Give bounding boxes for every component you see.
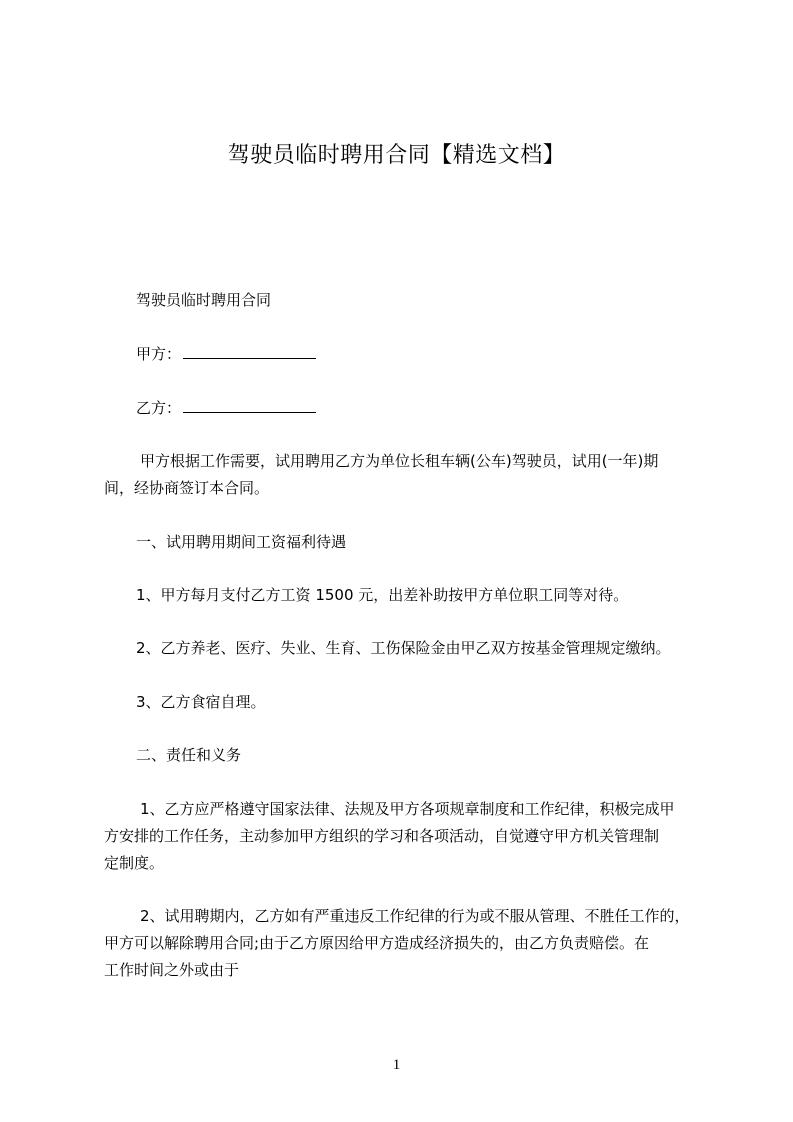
section-2-heading: 二、责任和义务	[136, 746, 242, 764]
page-number: 1	[392, 1057, 401, 1073]
section-2-item-1-line-1: 1、乙方应严格遵守国家法律、法规及甲方各项规章制度和工作纪律，积极完成甲	[140, 800, 675, 818]
party-b-line	[136, 398, 316, 418]
party-a-label: 甲方：	[136, 345, 182, 363]
section-2-item-2-line-1: 2、试用聘期内，乙方如有严重违反工作纪律的行为或不服从管理、不胜任工作的，	[140, 907, 690, 925]
intro-line-2: 间，经协商签订本合同。	[104, 479, 270, 497]
section-1-heading: 一、试用聘用期间工资福利待遇	[136, 533, 347, 551]
party-b-blank	[183, 398, 316, 413]
contract-subtitle: 驾驶员临时聘用合同	[136, 291, 272, 309]
intro-line-1: 甲方根据工作需要，试用聘用乙方为单位长租车辆(公车)驾驶员，试用(一年)期	[140, 452, 659, 470]
section-2-item-2-line-3: 工作时间之外或由于	[104, 961, 240, 979]
document-title: 驾驶员临时聘用合同【精选文档】	[227, 143, 566, 168]
section-2-item-1-line-2: 方安排的工作任务，主动参加甲方组织的学习和各项活动，自觉遵守甲方机关管理制	[104, 827, 660, 845]
section-1-item-2: 2、乙方养老、医疗、失业、生育、工伤保险金由甲乙双方按基金管理规定缴纳。	[136, 639, 671, 657]
party-b-label: 乙方：	[136, 399, 182, 417]
section-2-item-2-line-2: 甲方可以解除聘用合同;由于乙方原因给甲方造成经济损失的，由乙方负责赔偿。在	[104, 934, 650, 952]
party-a-line	[136, 344, 316, 364]
section-2-item-1-line-3: 定制度。	[104, 854, 165, 872]
section-1-item-1: 1、甲方每月支付乙方工资 1500 元，出差补助按甲方单位职工同等对待。	[136, 586, 629, 604]
section-1-item-3: 3、乙方食宿自理。	[136, 693, 266, 711]
party-a-blank	[183, 344, 316, 359]
